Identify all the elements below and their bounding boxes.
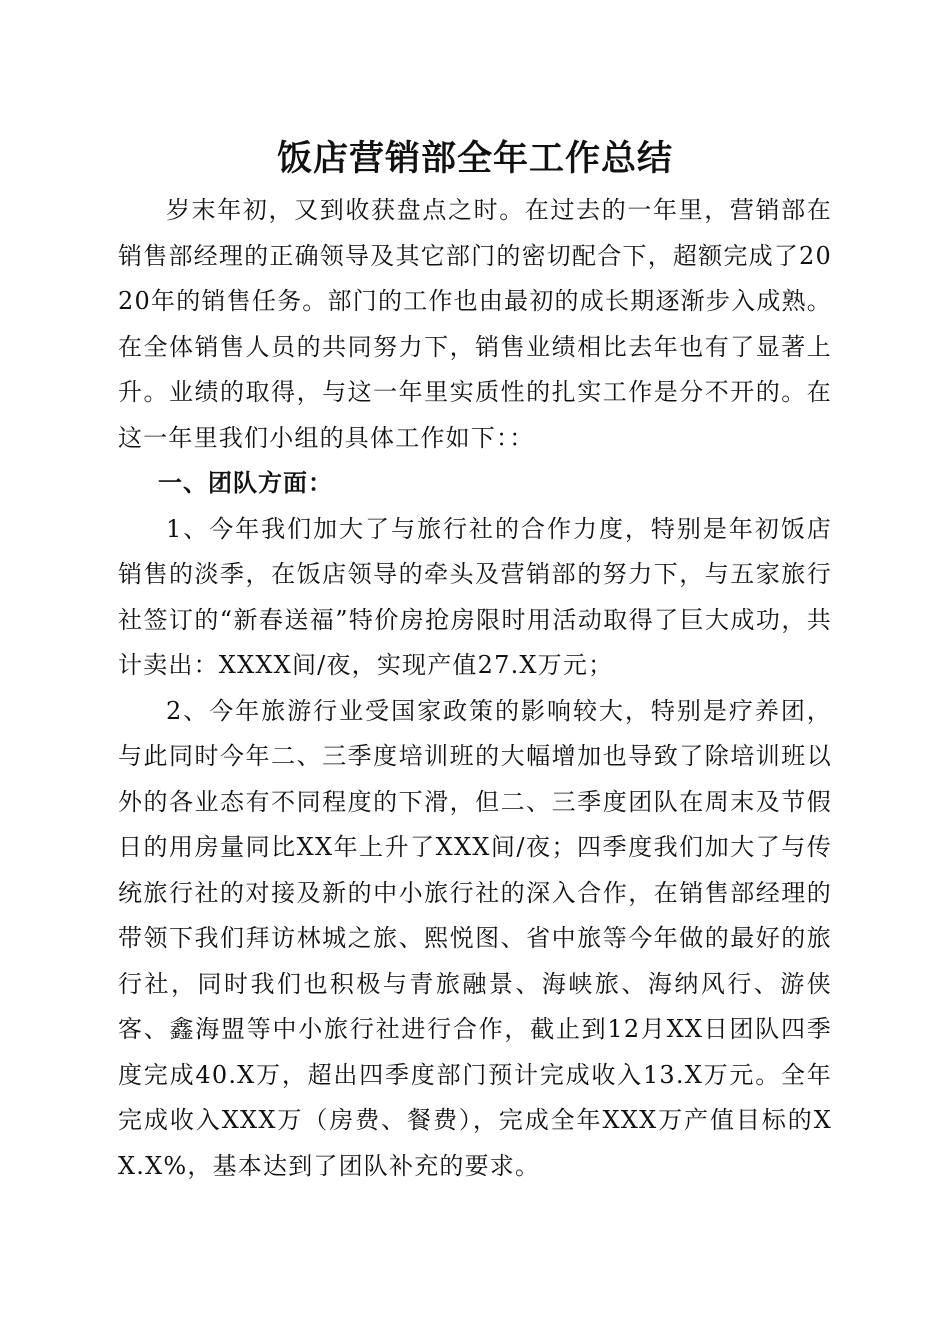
section-heading-team: 一、团队方面： — [158, 469, 333, 497]
intro-paragraph: 岁末年初，又到收获盘点之时。在过去的一年里，营销部在销售部经理的正确领导及其它部门的密切配合下，超额完成了2020年的销售任务。部门的工作也由最初的成长期逐渐步入成熟。在全体销售人员的共同努力下，销售业绩相比去年也有了显著上升。业绩的取得，与这一年里实质性的扎实工作是分不开的。在这一年里我们小组的具体工作如下：： — [118, 196, 832, 452]
team-item-1-paragraph: 1、今年我们加大了与旅行社的合作力度，特别是年初饭店销售的淡季，在饭店领导的牵头及营销部的努力下，与五家旅行社签订的“新春送福”特价房抢房限时用活动取得了巨大成功，共计卖出：XXXX间/夜，实现产值27.X万元； — [118, 514, 832, 679]
document-title: 饭店营销部全年工作总结 — [276, 138, 673, 179]
document-body — [118, 188, 832, 1189]
team-item-2-paragraph: 2、今年旅游行业受国家政策的影响较大，特别是疗养团，与此同时今年二、三季度培训班的大幅增加也导致了除培训班以外的各业态有不同程度的下滑，但二、三季度团队在周末及节假日的用房量同比XX年上升了XXX间/夜；四季度我们加大了与传统旅行社的对接及新的中小旅行社的深入合作，在销售部经理的带领下我们拜访林城之旅、熙悦图、省中旅等今年做的最好的旅行社，同时我们也积极与青旅融景、海峡旅、海纳风行、游侠客、鑫海盟等中小旅行社进行合作，截止到12月XX日团队四季度完成40.X万，超出四季度部门预计完成收入13.X万元。全年完成收入XXX万（房费、餐费），完成全年XXX万产值目标的XX.X%，基本达到了团队补充的要求。 — [118, 696, 832, 1180]
